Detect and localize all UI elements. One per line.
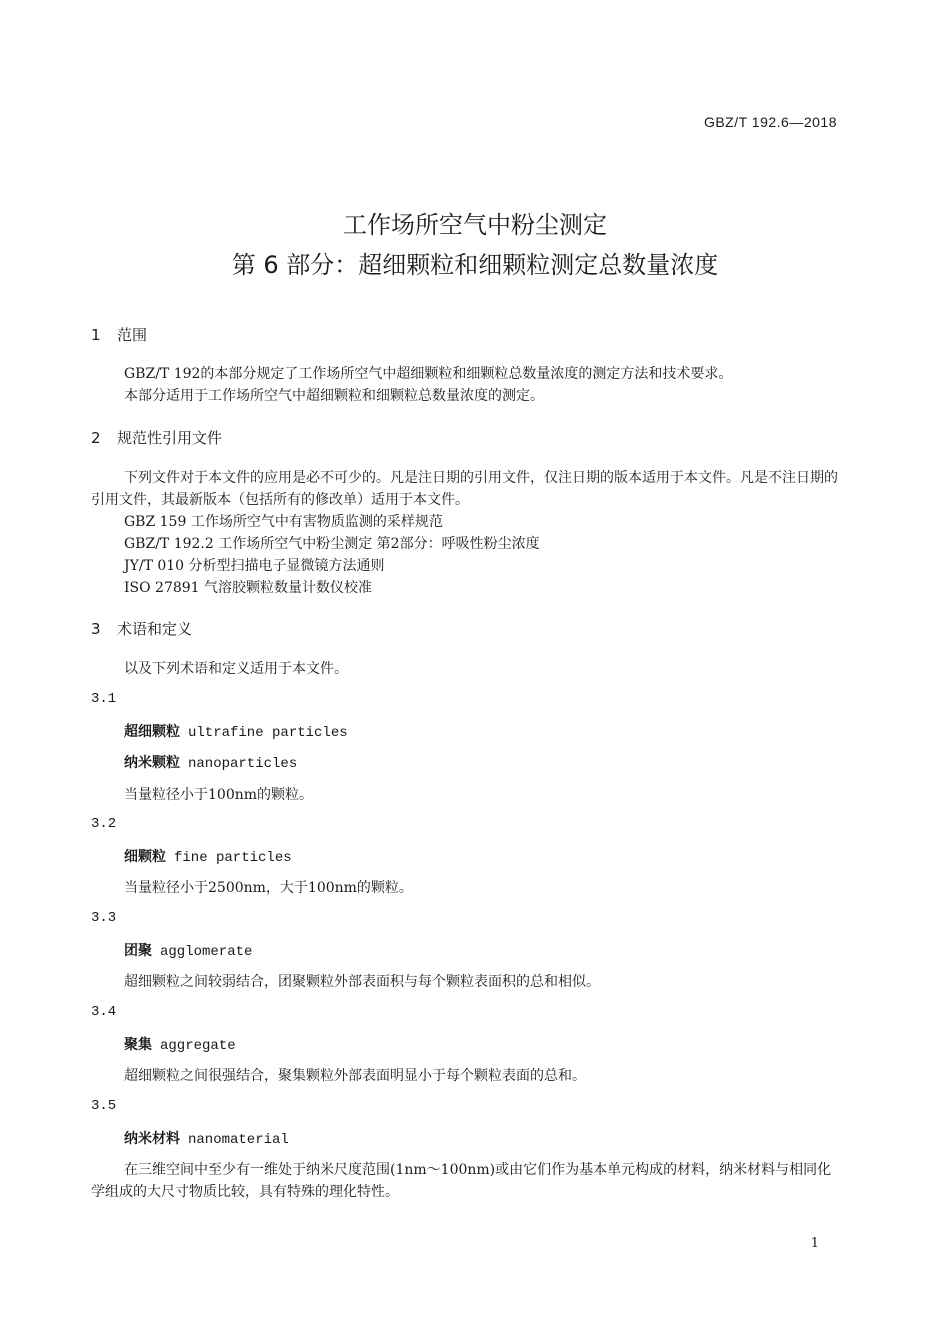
- page-number: 1: [810, 1236, 819, 1251]
- term-heading: [124, 721, 348, 741]
- term-chinese: 纳米颗粒: [124, 755, 180, 771]
- section-number: 3: [91, 620, 101, 638]
- document-title: 工作场所空气中粉尘测定: [343, 211, 607, 239]
- standard-code: GBZ/T 192.6—2018: [703, 114, 837, 130]
- term-chinese: 聚集: [124, 1037, 152, 1053]
- term-heading: [124, 940, 252, 960]
- reference-item: ISO 27891 气溶胶颗粒数量计数仪校准: [124, 580, 373, 596]
- term-english: agglomerate: [160, 944, 253, 960]
- term-definition: 当量粒径小于2500nm，大于100nm的颗粒。: [124, 880, 413, 896]
- term-number: 3.1: [91, 691, 117, 707]
- term-definition: 在三维空间中至少有一维处于纳米尺度范围(1nm～100nm)或由它们作为基本单元构成的材料，纳米材料与相同化学组成的大尺寸物质比较，具有特殊的理化特性。: [91, 1162, 832, 1200]
- term-number: 3.3: [91, 910, 117, 926]
- term-heading: [124, 1034, 236, 1054]
- section-1-paragraph-1: GBZ/T 192的本部分规定了工作场所空气中超细颗粒和细颗粒总数量浓度的测定方法和技术要求。: [124, 366, 733, 382]
- term-chinese: 团聚: [124, 943, 152, 959]
- term-chinese: 纳米材料: [124, 1131, 180, 1147]
- term-english: ultrafine particles: [188, 725, 348, 741]
- term-definition: 超细颗粒之间较弱结合，团聚颗粒外部表面积与每个颗粒表面积的总和相似。: [124, 974, 600, 990]
- section-3-heading: [91, 618, 192, 639]
- term-chinese: 超细颗粒: [124, 724, 180, 740]
- section-3-paragraph-1: 以及下列术语和定义适用于本文件。: [124, 661, 348, 677]
- term-number: 3.4: [91, 1004, 117, 1020]
- document-subtitle: 第 6 部分：超细颗粒和细颗粒测定总数量浓度: [231, 251, 719, 279]
- term-heading: [124, 1128, 289, 1148]
- reference-item: JY/T 010 分析型扫描电子显微镜方法通则: [124, 558, 385, 574]
- section-number: 2: [91, 429, 101, 447]
- section-number: 1: [91, 326, 101, 344]
- section-title: 术语和定义: [117, 620, 193, 638]
- term-english: fine particles: [174, 850, 292, 866]
- term-synonym: [124, 752, 297, 772]
- term-number: 3.2: [91, 816, 117, 832]
- term-heading: [124, 846, 292, 866]
- term-chinese: 细颗粒: [124, 849, 166, 865]
- term-english: nanoparticles: [188, 756, 298, 772]
- reference-item: GBZ/T 192.2 工作场所空气中粉尘测定 第2部分：呼吸性粉尘浓度: [124, 536, 540, 552]
- section-1-paragraph-2: 本部分适用于工作场所空气中超细颗粒和细颗粒总数量浓度的测定。: [124, 388, 544, 404]
- section-1-heading: [91, 324, 147, 345]
- term-english: nanomaterial: [188, 1132, 289, 1148]
- term-definition: 当量粒径小于100nm的颗粒。: [124, 787, 314, 803]
- section-title: 规范性引用文件: [117, 429, 223, 447]
- section-2-paragraph-1: 下列文件对于本文件的应用是必不可少的。凡是注日期的引用文件，仅注日期的版本适用于本文件。凡是不注日期的引用文件，其最新版本（包括所有的修改单）适用于本文件。: [91, 470, 838, 508]
- section-2-heading: [91, 427, 222, 448]
- term-english: aggregate: [160, 1038, 236, 1054]
- reference-item: GBZ 159 工作场所空气中有害物质监测的采样规范: [124, 514, 443, 530]
- term-definition: 超细颗粒之间很强结合，聚集颗粒外部表面明显小于每个颗粒表面的总和。: [124, 1068, 586, 1084]
- section-title: 范围: [117, 326, 148, 344]
- term-number: 3.5: [91, 1098, 117, 1114]
